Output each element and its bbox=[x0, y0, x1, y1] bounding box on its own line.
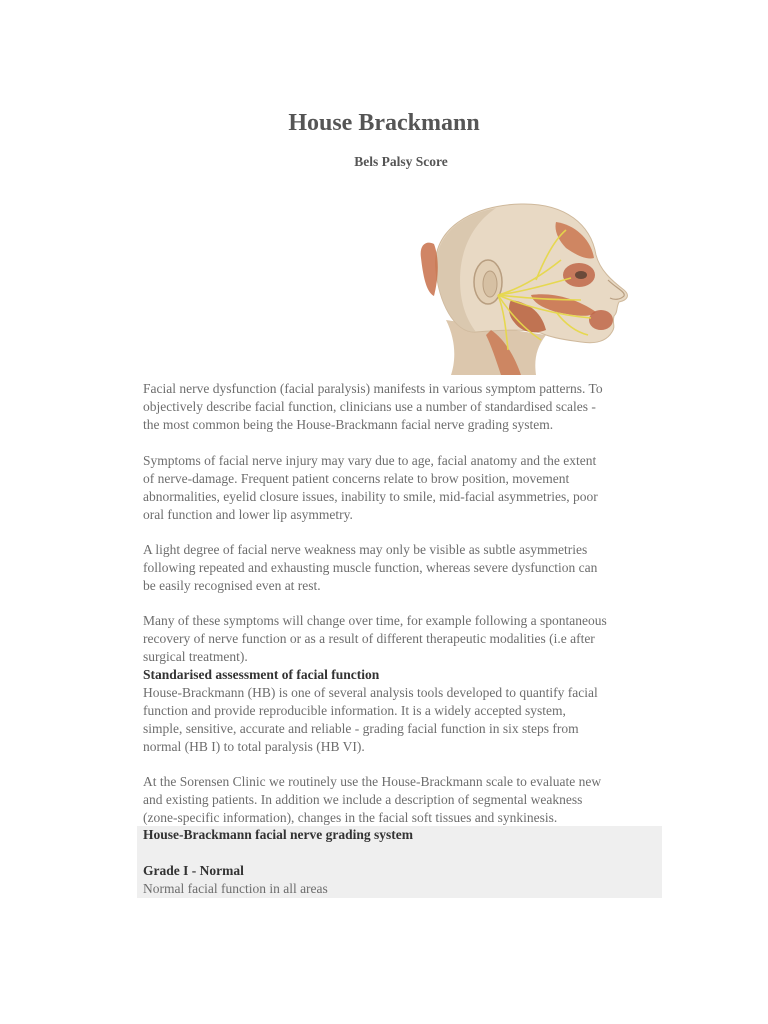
text-line: Many of these symptoms will change over time, for example following a spontaneous bbox=[143, 613, 607, 628]
text-line: Symptoms of facial nerve injury may vary due to age, facial anatomy and the extent bbox=[143, 453, 597, 468]
text-line: function and provide reproducible information. It is a widely accepted system, bbox=[143, 703, 566, 718]
paragraph-weakness bbox=[143, 541, 663, 595]
text-line: following repeated and exhausting muscle function, whereas severe dysfunction can bbox=[143, 560, 598, 575]
page-title: House Brackmann bbox=[288, 110, 480, 136]
page-subtitle: Bels Palsy Score bbox=[354, 154, 448, 169]
paragraph-change bbox=[143, 612, 663, 756]
text-line: oral function and lower lip asymmetry. bbox=[143, 507, 353, 522]
text-line: simple, sensitive, accurate and reliable - grading facial function in six steps from bbox=[143, 721, 579, 736]
text-line: abnormalities, eyelid closure issues, inability to smile, mid-facial asymmetries, poor bbox=[143, 489, 598, 504]
paragraph-intro bbox=[143, 380, 663, 434]
mouth-muscle bbox=[589, 310, 613, 330]
text-line: the most common being the House-Brackmann facial nerve grading system. bbox=[143, 417, 554, 432]
temporal-muscle bbox=[421, 243, 438, 296]
text-line: be easily recognised even at rest. bbox=[143, 578, 321, 593]
grading-system-box bbox=[137, 826, 662, 898]
text-line: Facial nerve dysfunction (facial paralysis) manifests in various symptom patterns. To bbox=[143, 381, 603, 396]
section-heading: Standarised assessment of facial function bbox=[143, 667, 380, 682]
text-line: (zone-specific information), changes in the facial soft tissues and synkinesis. bbox=[143, 810, 558, 825]
ear-inner bbox=[483, 271, 497, 297]
grading-heading: House-Brackmann facial nerve grading system bbox=[143, 827, 413, 842]
text-line: objectively describe facial function, clinicians use a number of standardised scales - bbox=[143, 399, 596, 414]
text-line: of nerve-damage. Frequent patient concerns relate to brow position, movement bbox=[143, 471, 570, 486]
grade-description: Normal facial function in all areas bbox=[143, 881, 328, 896]
eye-shape bbox=[575, 271, 587, 279]
text-line: House-Brackmann (HB) is one of several analysis tools developed to quantify facial bbox=[143, 685, 598, 700]
text-line: and existing patients. In addition we include a description of segmental weakness bbox=[143, 792, 583, 807]
paragraph-clinic bbox=[143, 773, 663, 827]
text-line: normal (HB I) to total paralysis (HB VI). bbox=[143, 739, 365, 754]
text-line: surgical treatment). bbox=[143, 649, 248, 664]
text-line: recovery of nerve function or as a result of different therapeutic modalities (i.e after bbox=[143, 631, 595, 646]
text-line: A light degree of facial nerve weakness may only be visible as subtle asymmetries bbox=[143, 542, 588, 557]
head-nerve-illustration bbox=[416, 200, 638, 375]
paragraph-symptoms bbox=[143, 452, 663, 524]
grade-title: Grade I - Normal bbox=[143, 863, 244, 878]
text-line: At the Sorensen Clinic we routinely use the House-Brackmann scale to evaluate new bbox=[143, 774, 602, 789]
